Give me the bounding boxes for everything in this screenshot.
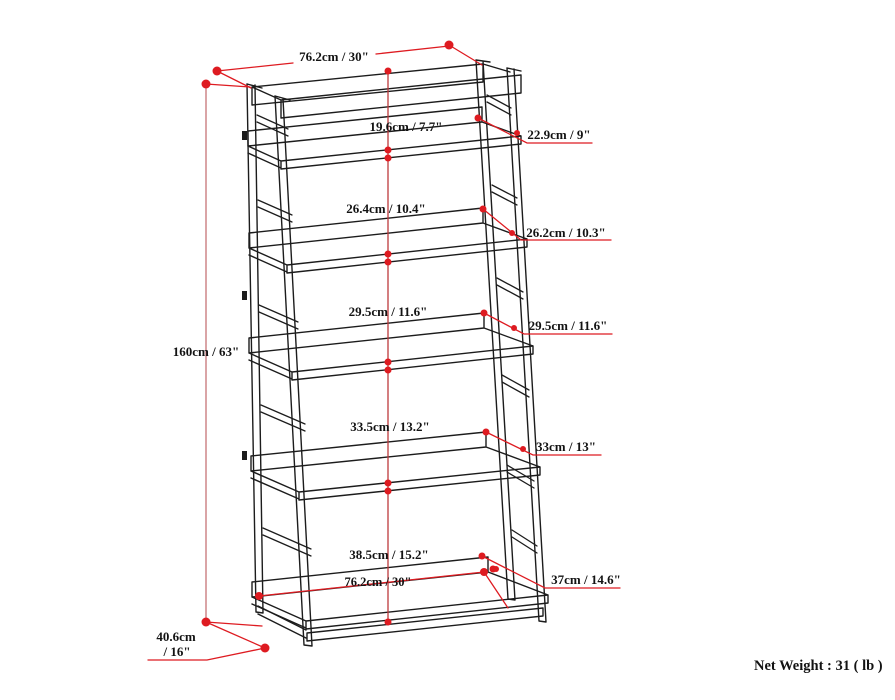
label-shelf-depth-3: 29.5cm / 11.6" <box>528 318 608 333</box>
label-shelf-gap-4: 33.5cm / 13.2" <box>350 419 430 434</box>
label-shelf-gap-2: 26.4cm / 10.4" <box>346 201 426 216</box>
label-shelf-gap-3: 29.5cm / 11.6" <box>348 304 428 319</box>
label-overall-height: 160cm / 63" <box>172 344 240 359</box>
label-shelf-depth-2: 26.2cm / 10.3" <box>526 225 606 240</box>
label-base-depth-line1: 40.6cm <box>156 629 196 644</box>
net-weight-label: Net Weight : 31 ( lb ) <box>754 658 883 674</box>
label-shelf-gap-5: 38.5cm / 15.2" <box>349 547 429 562</box>
label-shelf-depth-1: 22.9cm / 9" <box>527 127 591 142</box>
left-ladder-rungs <box>257 115 311 556</box>
label-base-depth-line2: / 16" <box>163 644 191 659</box>
shelf-4 <box>251 432 540 500</box>
post-peg-nubs <box>242 131 247 460</box>
shelf-5 <box>252 557 548 629</box>
right-back-post <box>476 60 515 600</box>
label-overall-width-top: 76.2cm / 30" <box>299 49 369 64</box>
label-shelf-width-bottom: 76.2cm / 30" <box>344 575 412 589</box>
label-shelf-gap-1: 19.6cm / 7.7" <box>369 119 443 134</box>
label-shelf-depth-5: 37cm / 14.6" <box>551 572 621 587</box>
label-shelf-depth-4: 33cm / 13" <box>536 439 596 454</box>
